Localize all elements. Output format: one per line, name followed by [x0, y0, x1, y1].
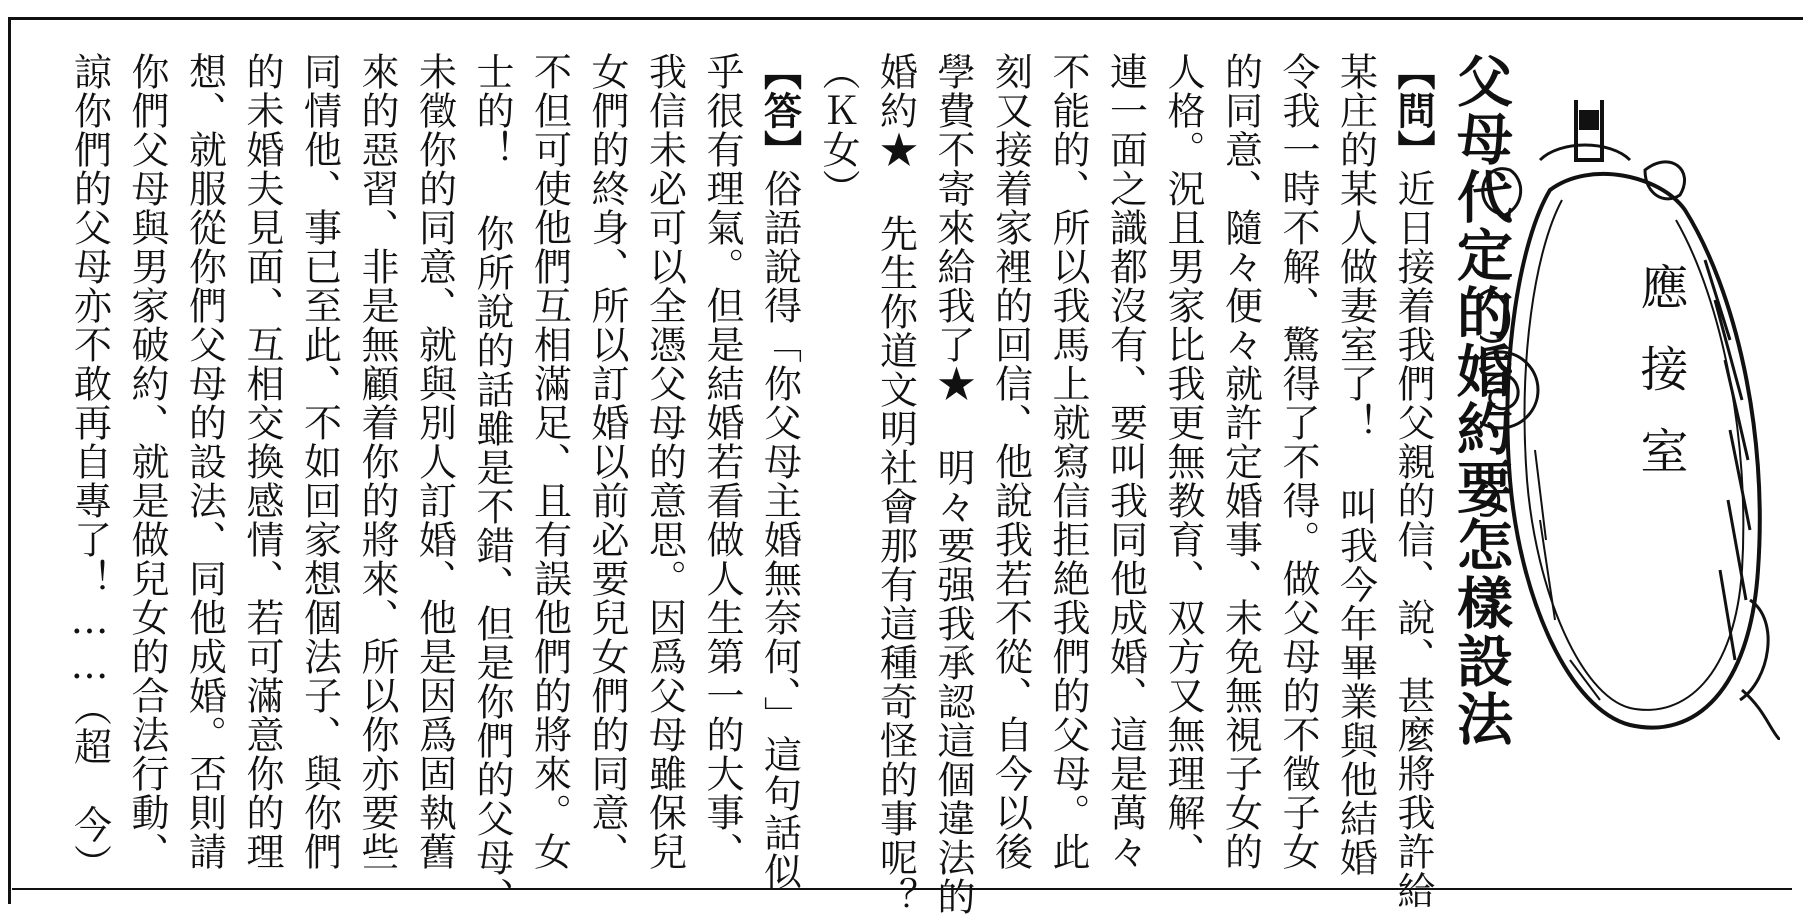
section-title: 應接室	[1632, 262, 1688, 508]
question-line-4: 的同意、隨々便々就許定婚事、未免無視子女的	[1218, 52, 1263, 871]
answer-line-6: 士的！ 你所說的話雖是不錯、但是你們的父母、	[470, 52, 514, 916]
question-line-1: 【問】近日接着我們父親的信、說、甚麼將我許給	[1391, 52, 1436, 910]
question-line-7: 不能的、所以我馬上就寫信拒絶我們的父母。此	[1046, 52, 1090, 871]
answer-line-13: 諒你們的父母亦不敢再自專了！……（超 今）	[67, 52, 112, 883]
answer-line-9: 同情他、事已至此、不如回家想個法子、與你們	[297, 52, 342, 871]
question-signature: （Ｋ女）	[816, 52, 860, 208]
question-line-5: 人格。況且男家比我更無教育、双方又無理解、	[1161, 52, 1205, 871]
answer-line-4: 女們的終身、所以訂婚以前必要兒女們的同意、	[585, 52, 629, 871]
answer-line-11: 想、就服從你們父母的設法、同他成婚。否則請	[182, 52, 227, 871]
question-tag: 【問】	[1391, 52, 1436, 169]
answer-line-5: 不但可使他們互相滿足、且有誤他們的將來。女	[527, 52, 572, 871]
answer-line-7: 未徵你的同意、就與別人訂婚、他是因爲固執舊	[412, 52, 457, 871]
question-line-2: 某庄的某人做妻室了！ 叫我今年畢業與他結婚	[1333, 52, 1378, 877]
question-line-10: 婚約★ 先生你道文明社會那有這種奇怪的事呢？	[873, 52, 918, 916]
answer-tag: 【答】	[757, 52, 803, 169]
question-line-3: 令我一時不解、驚得了不得。做父母的不徵子女	[1276, 52, 1320, 871]
answer-line-12: 你們父母與男家破約、就是做兒女的合法行動、	[125, 52, 169, 871]
question-line-6: 連一面之識都沒有、要叫我同他成婚、這是萬々	[1103, 52, 1148, 871]
article-title: 父母代定的婚約要怎樣設法	[1448, 52, 1514, 748]
article-body	[60, 52, 1520, 916]
answer-line-8: 來的惡習、非是無顧着你的將來、所以你亦要些	[355, 52, 399, 871]
answer-line-3: 我信未必可以全憑父母的意思。因爲父母雖保兒	[642, 52, 687, 871]
question-line-8: 刻又接着家裡的回信、他說我若不從、自今以後	[988, 52, 1033, 871]
answer-line-2: 乎很有理氣。但是結婚若看做人生第一的大事、	[700, 52, 744, 871]
answer-line-10: 的未婚夫見面、互相交換感情、若可滿意你的理	[240, 52, 284, 871]
answer-line-1: 【答】俗語說得「你父母主婚無奈何、」這句話似	[757, 52, 803, 891]
question-line-9: 學費不寄來給我了★ 明々要强我承認這個違法的	[931, 52, 975, 916]
